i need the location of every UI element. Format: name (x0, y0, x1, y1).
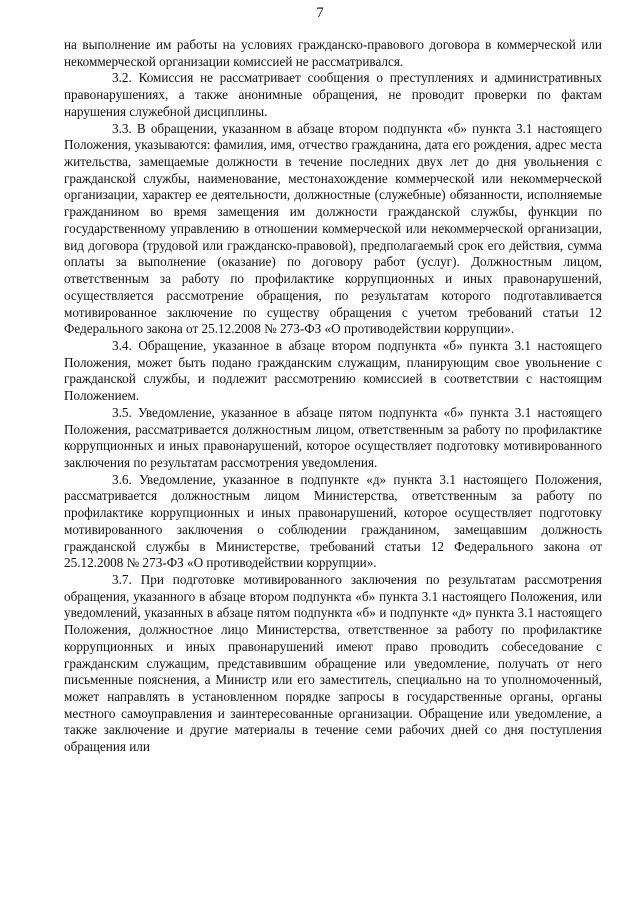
paragraph-continuation: на выполнение им работы на условиях гражданско-правового договора в коммерческой или некоммерческой организации комиссией не рассматривался. (64, 37, 602, 69)
paragraph-3-2: 3.2. Комиссия не рассматривает сообщения о преступлениях и административных правонарушениях, а также анонимные обращения, не проводит проверки по фактам нарушения служебной дисциплины. (64, 70, 602, 119)
paragraph-3-3: 3.3. В обращении, указанном в абзаце втором подпункта «б» пункта 3.1 настоящего Положения, указываются: фамилия, имя, отчество гражданина, дата его рождения, адрес места жительства, замещаемые должности в течение последних двух лет до дня увольнения с гражданской службы, наименование, местонахождение коммерческой или некоммерческой организации, характер ее деятельности, должностные (служебные) обязанности, исполняемые гражданином во время замещения им должности гражданской службы, функции по государственному управлению в отношении коммерческой или некоммерческой организации, вид договора (трудовой или гражданско-правовой), предполагаемый срок его действия, сумма оплаты за выполнение (оказание) по договору работ (услуг). Должностным лицом, ответственным за работу по профилактике коррупционных и иных правонарушений, осуществляется рассмотрение обращения, по результатам которого подготавливается мотивированное заключение по существу обращения с учетом требований статьи 12 Федерального закона от 25.12.2008 № 273-ФЗ «О противодействии коррупции». (64, 120, 602, 337)
paragraph-3-7: 3.7. При подготовке мотивированного заключения по результатам рассмотрения обращения, указанного в абзаце втором подпункта «б» пункта 3.1 настоящего Положения, или уведомлений, указанных в абзаце пятом подпункта «б» и подпункте «д» пункта 3.1 настоящего Положения, должностное лицо Министерства, ответственное за работу по профилактике коррупционных и иных правонарушений имеют право проводить собеседование с гражданским служащим, представившим обращение или уведомление, получать от него письменные пояснения, а Министр или его заместитель, специально на то уполномоченный, может направлять в установленном порядке запросы в государственные органы, органы местного самоуправления и заинтересованные организации. Обращение или уведомление, а также заключение и другие материалы в течение семи рабочих дней со дня поступления обращения или (64, 572, 602, 755)
document-body (64, 37, 602, 756)
page-number: 7 (316, 5, 324, 21)
paragraph-3-4: 3.4. Обращение, указанное в абзаце втором подпункта «б» пункта 3.1 настоящего Положения, может быть подано гражданским служащим, планирующим свое увольнение с гражданской службы, и подлежит рассмотрению комиссией в соответствии с настоящим Положением. (64, 337, 602, 404)
paragraph-3-6: 3.6. Уведомление, указанное в подпункте «д» пункта 3.1 настоящего Положения, рассматривается должностным лицом Министерства, ответственным за работу по профилактике коррупционных и иных правонарушений, которое осуществляет подготовку мотивированного заключения о соблюдении гражданином, замещавшим должность гражданской службы в Министерстве, требований статьи 12 Федерального закона от 25.12.2008 № 273-ФЗ «О противодействии коррупции». (64, 471, 602, 571)
paragraph-3-5: 3.5. Уведомление, указанное в абзаце пятом подпункта «б» пункта 3.1 настоящего Положения, рассматривается должностным лицом, ответственным за работу по профилактике коррупционных и иных правонарушений, которое осуществляет подготовку мотивированного заключения по результатам рассмотрения уведомления. (64, 404, 602, 470)
